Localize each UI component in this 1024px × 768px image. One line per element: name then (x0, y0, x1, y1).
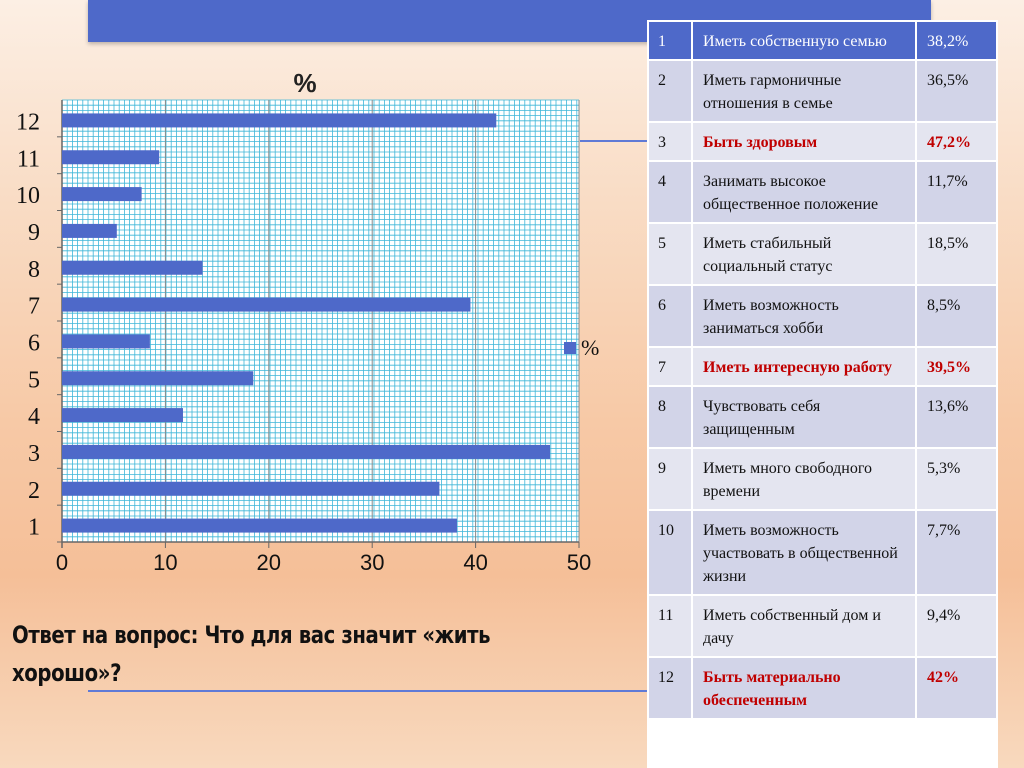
row-value: 8,5% (917, 286, 996, 346)
bar-9 (62, 224, 117, 238)
row-number: 11 (649, 596, 691, 656)
bar-chart-svg (0, 60, 640, 600)
bar-8 (62, 261, 203, 275)
y-tick-label: 12 (16, 109, 40, 136)
row-value: 13,6% (917, 387, 996, 447)
row-label: Иметь много свободного времени (693, 449, 915, 509)
bar-5 (62, 371, 253, 385)
table-row (649, 449, 996, 509)
y-tick-label: 11 (16, 146, 40, 173)
row-value: 11,7% (917, 162, 996, 222)
table-row (649, 162, 996, 222)
bar-chart (0, 60, 640, 600)
row-number: 4 (649, 162, 691, 222)
table-row (649, 22, 996, 59)
plot-area (62, 100, 579, 542)
row-value: 18,5% (917, 224, 996, 284)
row-value: 39,5% (917, 348, 996, 385)
table-row (649, 387, 996, 447)
row-value: 47,2% (917, 123, 996, 160)
row-value: 42% (917, 658, 996, 718)
row-label: Иметь собственный дом и дачу (693, 596, 915, 656)
table-row (649, 596, 996, 656)
table-row (649, 658, 996, 718)
chart-title: % (293, 68, 317, 98)
row-number: 5 (649, 224, 691, 284)
legend-label: % (581, 335, 600, 360)
row-label: Иметь интересную работу (693, 348, 915, 385)
row-label: Иметь гармоничные отношения в семье (693, 61, 915, 121)
y-tick-label: 4 (28, 404, 40, 431)
y-tick-label: 7 (28, 293, 40, 320)
bar-2 (62, 482, 439, 496)
row-label: Быть здоровым (693, 123, 915, 160)
bar-10 (62, 187, 142, 201)
row-number: 9 (649, 449, 691, 509)
row-label: Иметь стабильный социальный статус (693, 224, 915, 284)
y-tick-label: 8 (28, 256, 40, 283)
row-number: 12 (649, 658, 691, 718)
row-number: 3 (649, 123, 691, 160)
priorities-table-body (649, 22, 996, 718)
row-number: 1 (649, 22, 691, 59)
row-value: 9,4% (917, 596, 996, 656)
row-label: Занимать высокое общественное положение (693, 162, 915, 222)
row-label: Быть материально обеспеченным (693, 658, 915, 718)
row-value: 5,3% (917, 449, 996, 509)
table-row (649, 61, 996, 121)
x-tick-label: 40 (463, 550, 488, 575)
x-tick-label: 0 (55, 550, 69, 575)
row-value: 36,5% (917, 61, 996, 121)
x-tick-label: 30 (359, 550, 385, 575)
y-tick-label: 2 (28, 477, 40, 504)
row-value: 38,2% (917, 22, 996, 59)
y-tick-label: 9 (28, 219, 40, 246)
x-tick-label: 20 (256, 550, 282, 575)
table-row (649, 123, 996, 160)
table-row (649, 224, 996, 284)
table-row (649, 286, 996, 346)
row-value: 7,7% (917, 511, 996, 594)
y-tick-label: 10 (16, 183, 40, 210)
row-number: 2 (649, 61, 691, 121)
bar-11 (62, 150, 159, 164)
chart-caption: Ответ на вопрос: Что для вас значит «жить хорошо»? (12, 621, 491, 687)
row-number: 7 (649, 348, 691, 385)
row-label: Иметь возможность заниматься хобби (693, 286, 915, 346)
row-number: 6 (649, 286, 691, 346)
row-label: Иметь собственную семью (693, 22, 915, 59)
y-tick-label: 6 (28, 330, 40, 357)
row-number: 8 (649, 387, 691, 447)
x-tick-label: 10 (153, 550, 178, 575)
table-row (649, 511, 996, 594)
row-label: Иметь возможность участвовать в общественной жизни (693, 511, 915, 594)
legend-swatch (564, 342, 576, 354)
row-number: 10 (649, 511, 691, 594)
x-tick-label: 50 (566, 550, 592, 575)
row-label: Чувствовать себя защищенным (693, 387, 915, 447)
bar-6 (62, 334, 150, 348)
priorities-table (647, 20, 998, 720)
y-tick-label: 5 (28, 367, 40, 394)
y-tick-label: 3 (28, 440, 40, 467)
bar-1 (62, 519, 457, 533)
bar-7 (62, 298, 470, 312)
bar-3 (62, 445, 550, 459)
priorities-table-panel (647, 20, 998, 768)
y-tick-label: 1 (28, 514, 40, 541)
bar-4 (62, 408, 183, 422)
bar-12 (62, 113, 496, 127)
table-row (649, 348, 996, 385)
